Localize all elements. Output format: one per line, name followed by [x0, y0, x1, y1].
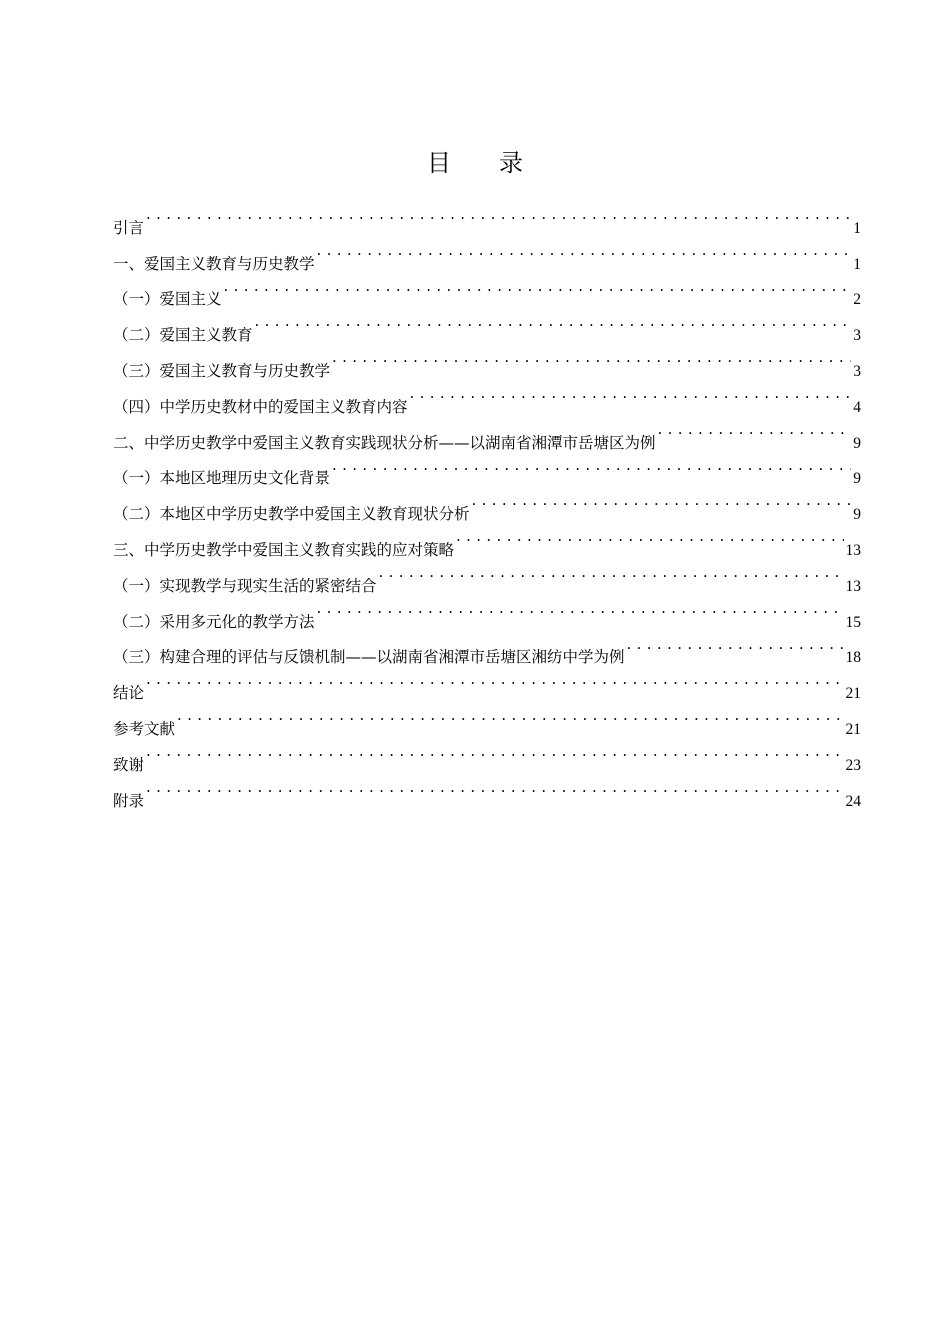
toc-entry-text: 致谢: [113, 755, 145, 774]
toc-entry-text: （一）实现教学与现实生活的紧密结合: [113, 576, 377, 595]
toc-leader-dots: [317, 233, 852, 269]
toc-entry-text: （一）本地区地理历史文化背景: [113, 469, 331, 488]
toc-entry-text: （二）爱国主义教育: [113, 326, 253, 345]
toc-entry[interactable]: [113, 698, 861, 738]
toc-leader-dots: [410, 376, 852, 412]
toc-entry-page: 23: [845, 756, 861, 774]
toc-leader-dots: [146, 197, 851, 233]
toc-entry-text: 引言: [113, 218, 145, 237]
toc-leader-dots: [255, 304, 852, 340]
toc-leader-dots: [146, 734, 843, 770]
toc-leader-dots: [146, 662, 843, 698]
toc-entry-text: （三）爱国主义教育与历史教学: [113, 361, 331, 380]
toc-entry-page: 3: [853, 327, 861, 345]
toc-leader-dots: [658, 412, 852, 448]
toc-entry-text: 三、中学历史教学中爱国主义教育实践的应对策略: [113, 540, 455, 559]
toc-entry-page: 15: [845, 613, 861, 631]
toc-entry-page: 21: [845, 720, 861, 738]
toc-entry-page: 1: [853, 219, 861, 237]
toc-leader-dots: [332, 448, 851, 484]
toc-entry-page: 13: [845, 577, 861, 595]
toc-entry-page: 18: [845, 649, 861, 667]
toc-entry[interactable]: [113, 662, 861, 703]
toc-entry-text: 参考文献: [113, 719, 176, 738]
toc-leader-dots: [627, 627, 844, 663]
toc-entry[interactable]: [113, 197, 861, 237]
toc-entry-text: 结论: [113, 684, 145, 703]
toc-leader-dots: [379, 555, 844, 591]
toc-entry-page: 9: [853, 434, 861, 452]
toc-entry-page: 3: [853, 362, 861, 380]
toc-leader-dots: [472, 483, 852, 519]
toc-entry-text: 二、中学历史教学中爱国主义教育实践现状分析——以湖南省湘潭市岳塘区为例: [113, 433, 656, 452]
toc-entry-text: （四）中学历史教材中的爱国主义教育内容: [113, 397, 408, 416]
toc-entry-text: （二）本地区中学历史教学中爱国主义教育现状分析: [113, 505, 470, 524]
toc-entry-text: （一）爱国主义: [113, 290, 222, 309]
toc-entry-text: （三）构建合理的评估与反馈机制——以湖南省湘潭市岳塘区湘纺中学为例: [113, 648, 625, 667]
toc-entry-page: 1: [853, 255, 861, 273]
toc-leader-dots: [332, 340, 851, 376]
toc-entry[interactable]: [113, 269, 861, 309]
toc-entry-text: （二）采用多元化的教学方法: [113, 612, 315, 631]
toc-entry-page: 21: [845, 685, 861, 703]
toc-entry-page: 13: [845, 541, 861, 559]
toc-leader-dots: [146, 770, 843, 806]
toc-title: 目录: [427, 149, 571, 177]
toc-entry-page: 9: [853, 506, 861, 524]
toc-entry-page: 2: [853, 291, 861, 309]
toc-entry-text: 一、爱国主义教育与历史教学: [113, 254, 315, 273]
toc-entry-text: 附录: [113, 791, 145, 810]
toc-leader-dots: [317, 591, 844, 627]
toc-entry-page: 24: [845, 792, 861, 810]
toc-list: [113, 197, 861, 810]
toc-leader-dots: [224, 269, 852, 305]
toc-entry[interactable]: [113, 770, 861, 810]
toc-entry[interactable]: [113, 233, 861, 273]
toc-leader-dots: [177, 698, 843, 734]
toc-leader-dots: [456, 519, 843, 555]
toc-entry-page: 4: [853, 398, 861, 416]
toc-entry[interactable]: [113, 304, 861, 345]
toc-entry[interactable]: [113, 734, 861, 774]
toc-entry-page: 9: [853, 470, 861, 488]
